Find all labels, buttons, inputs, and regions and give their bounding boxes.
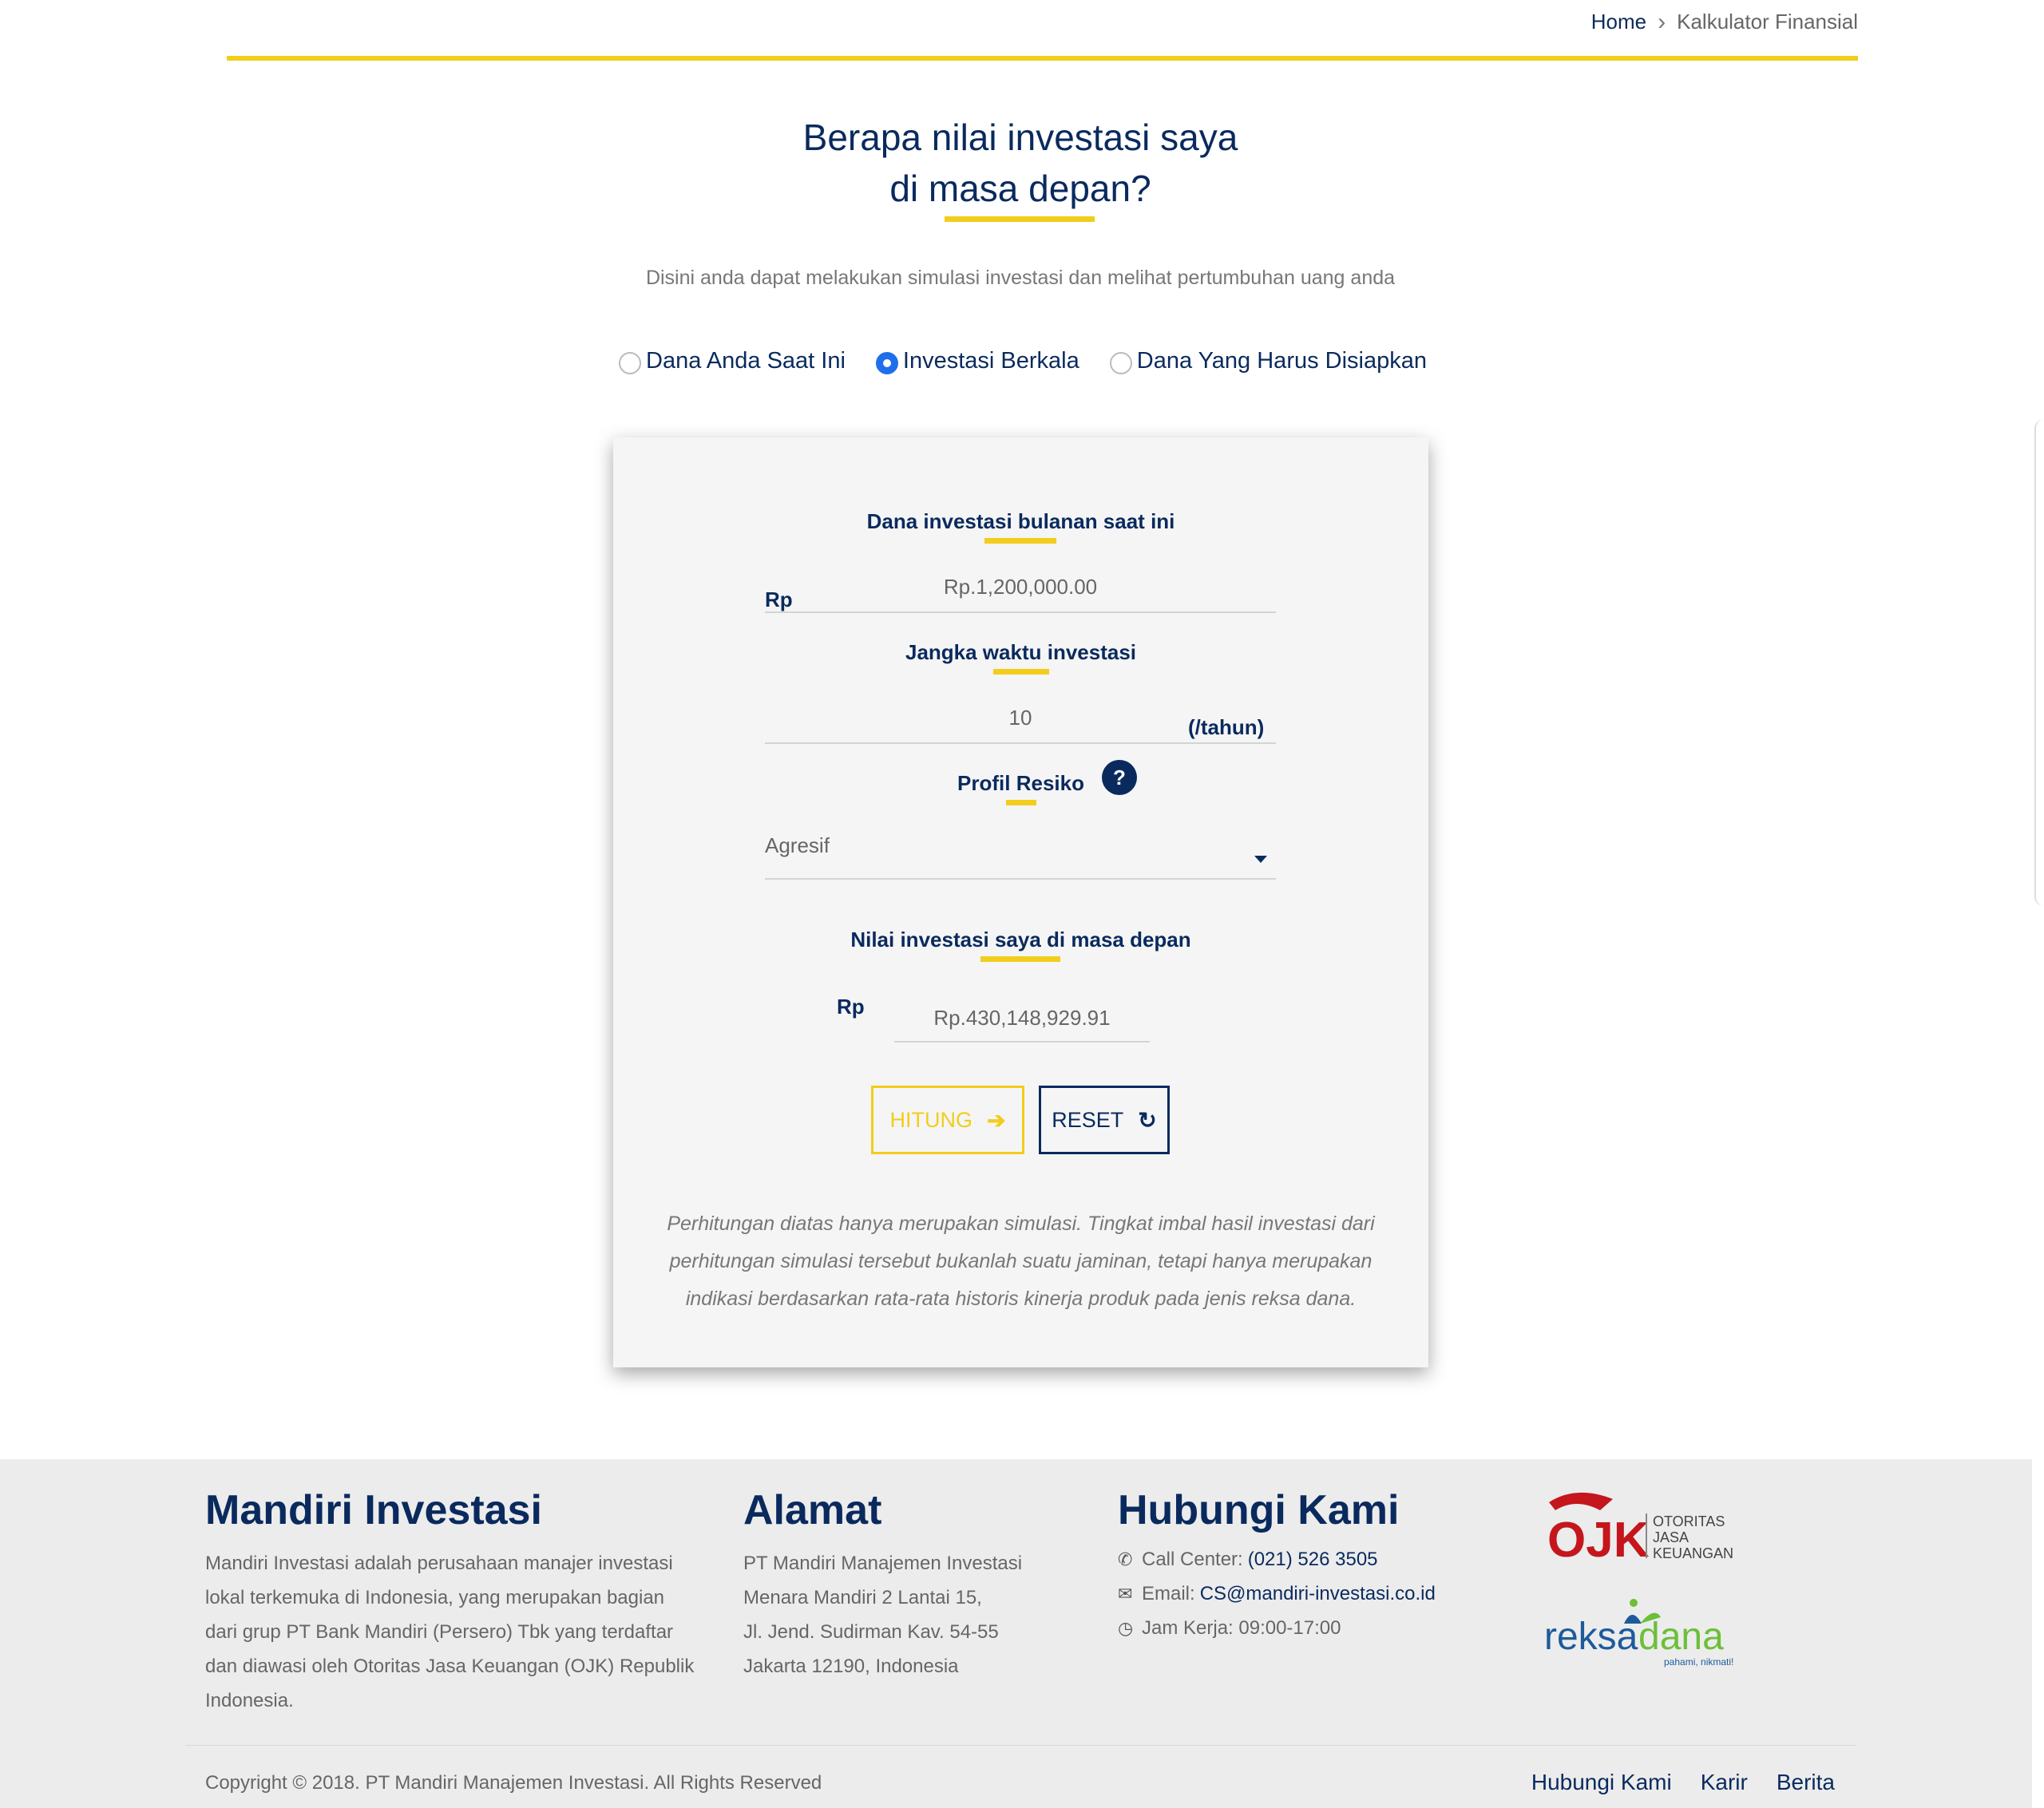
- footer-divider: [185, 1745, 1856, 1746]
- breadcrumb: [1591, 10, 1858, 34]
- help-icon[interactable]: ?: [1102, 760, 1137, 795]
- mode-option-dana-saat-ini[interactable]: [619, 347, 846, 374]
- call-center-link[interactable]: (021) 526 3505: [1247, 1549, 1378, 1570]
- chevron-right-icon: ›: [1658, 8, 1666, 35]
- risk-profile-label: Profil Resiko: [957, 771, 1084, 795]
- email-label: Email:: [1142, 1583, 1195, 1604]
- address-line: PT Mandiri Manajemen Investasi: [743, 1553, 1023, 1574]
- radio-button-selected[interactable]: [876, 352, 898, 374]
- calculate-button-label: HITUNG: [889, 1107, 973, 1132]
- reset-button-label: RESET: [1052, 1107, 1124, 1132]
- arrow-right-icon: ➔: [987, 1107, 1006, 1133]
- contact-call-center: [1118, 1549, 1378, 1571]
- ojk-logo-text-1: OTORITAS: [1653, 1513, 1725, 1529]
- refresh-icon: ↻: [1138, 1107, 1157, 1133]
- label-underline: [993, 669, 1049, 675]
- title-underline: [945, 216, 1095, 222]
- monthly-fund-label: Dana investasi bulanan saat ini: [866, 509, 1175, 533]
- radio-button[interactable]: [1110, 352, 1132, 374]
- select-underline: [765, 878, 1276, 880]
- breadcrumb-home-link[interactable]: Home: [1590, 10, 1647, 34]
- breadcrumb-current: Kalkulator Finansial: [1677, 10, 1858, 34]
- mode-option-label: Dana Yang Harus Disiapkan: [1136, 347, 1428, 374]
- working-hours: Jam Kerja: 09:00-17:00: [1142, 1617, 1341, 1639]
- ojk-logo-mark: OJK: [1547, 1513, 1650, 1566]
- contact-hours: [1118, 1617, 1341, 1640]
- footer: [0, 1459, 2032, 1808]
- reksa-logo-word1: reksa: [1544, 1616, 1638, 1658]
- calculator-mode-group: [619, 347, 1427, 374]
- footer-link-hubungi-kami[interactable]: Hubungi Kami: [1531, 1770, 1672, 1794]
- email-link[interactable]: CS@mandiri-investasi.co.id: [1199, 1583, 1436, 1604]
- mode-option-label: Dana Anda Saat Ini: [646, 347, 846, 374]
- footer-about-title: Mandiri Investasi: [205, 1487, 542, 1533]
- label-underline: [1006, 800, 1036, 805]
- page-title-line2: di masa depan?: [889, 168, 1151, 209]
- envelope-icon: ✉: [1118, 1584, 1133, 1604]
- contact-email: [1118, 1583, 1436, 1605]
- footer-nav: [1531, 1770, 1835, 1795]
- label-underline: [980, 956, 1060, 962]
- clock-icon: ◷: [1118, 1618, 1134, 1638]
- calculate-button[interactable]: [871, 1086, 1024, 1154]
- copyright-text: Copyright © 2018. PT Mandiri Manajemen Investasi. All Rights Reserved: [205, 1772, 822, 1794]
- ojk-logo-swoosh: [1549, 1493, 1613, 1510]
- reksa-dana-logo[interactable]: [1544, 1592, 1736, 1672]
- footer-contact-title: Hubungi Kami: [1118, 1487, 1400, 1533]
- address-line: Jl. Jend. Sudirman Kav. 54-55: [743, 1621, 999, 1643]
- footer-address-title: Alamat: [743, 1487, 882, 1533]
- monthly-fund-input[interactable]: Rp.1,200,000.00: [943, 575, 1098, 599]
- reksa-logo-tagline: pahami, nikmati!: [1664, 1656, 1734, 1668]
- result-currency-prefix: Rp: [837, 995, 865, 1019]
- footer-link-karir[interactable]: Karir: [1700, 1770, 1748, 1794]
- page-title-line1: Berapa nilai investasi saya: [802, 117, 1238, 158]
- mode-option-investasi-berkala[interactable]: [876, 347, 1079, 374]
- page-subtitle: Disini anda dapat melakukan simulasi investasi dan melihat pertumbuhan uang anda: [645, 267, 1396, 289]
- term-input[interactable]: 10: [1008, 706, 1032, 730]
- result-value: Rp.430,148,929.91: [933, 1006, 1111, 1030]
- disclaimer-text: Perhitungan diatas hanya merupakan simulasi. Tingkat imbal hasil investasi dari perhitungan simulasi tersebut bukanlah suatu jaminan, tetapi hanya merupakan indikasi berdasarkan rata-rata historis kinerja produk pada jenis reksa dana.: [667, 1213, 1375, 1310]
- risk-profile-select[interactable]: Agresif: [765, 833, 830, 857]
- result-underline: [894, 1041, 1150, 1042]
- result-label: Nilai investasi saya di masa depan: [850, 928, 1191, 951]
- term-label: Jangka waktu investasi: [905, 640, 1137, 664]
- footer-link-berita[interactable]: Berita: [1776, 1770, 1835, 1794]
- term-suffix: (/tahun): [1188, 715, 1265, 739]
- address-line: Menara Mandiri 2 Lantai 15,: [743, 1587, 982, 1608]
- mode-option-dana-disiapkan[interactable]: [1110, 347, 1427, 374]
- reksa-logo-word2: dana: [1638, 1616, 1724, 1658]
- ojk-logo[interactable]: [1544, 1486, 1736, 1566]
- side-panel-edge: [2034, 419, 2044, 906]
- reset-button[interactable]: [1039, 1086, 1170, 1154]
- mode-option-label: Investasi Berkala: [902, 347, 1079, 374]
- footer-about-text: Mandiri Investasi adalah perusahaan manajer investasi lokal terkemuka di Indonesia, yang merupakan bagian dari grup PT Bank Mandiri (Persero) Tbk yang terdaftar dan diawasi oleh Otoritas Jasa Keuangan (OJK) Republik Indonesia.: [205, 1553, 695, 1711]
- phone-icon: ✆: [1118, 1549, 1133, 1569]
- footer-address: [743, 1546, 1079, 1683]
- caret-down-icon[interactable]: [1254, 856, 1267, 863]
- input-underline: [765, 742, 1276, 744]
- ojk-logo-text-3: KEUANGAN: [1653, 1545, 1734, 1561]
- call-center-label: Call Center:: [1142, 1549, 1243, 1570]
- calculator-card: [613, 437, 1428, 1367]
- radio-button[interactable]: [619, 352, 641, 374]
- top-divider: [227, 56, 1858, 61]
- address-line: Jakarta 12190, Indonesia: [743, 1656, 959, 1677]
- label-underline: [984, 538, 1056, 544]
- input-underline: [765, 611, 1276, 613]
- page-title: [0, 112, 2041, 214]
- monthly-currency-prefix: Rp: [765, 588, 793, 611]
- ojk-logo-text-2: JASA: [1653, 1529, 1689, 1545]
